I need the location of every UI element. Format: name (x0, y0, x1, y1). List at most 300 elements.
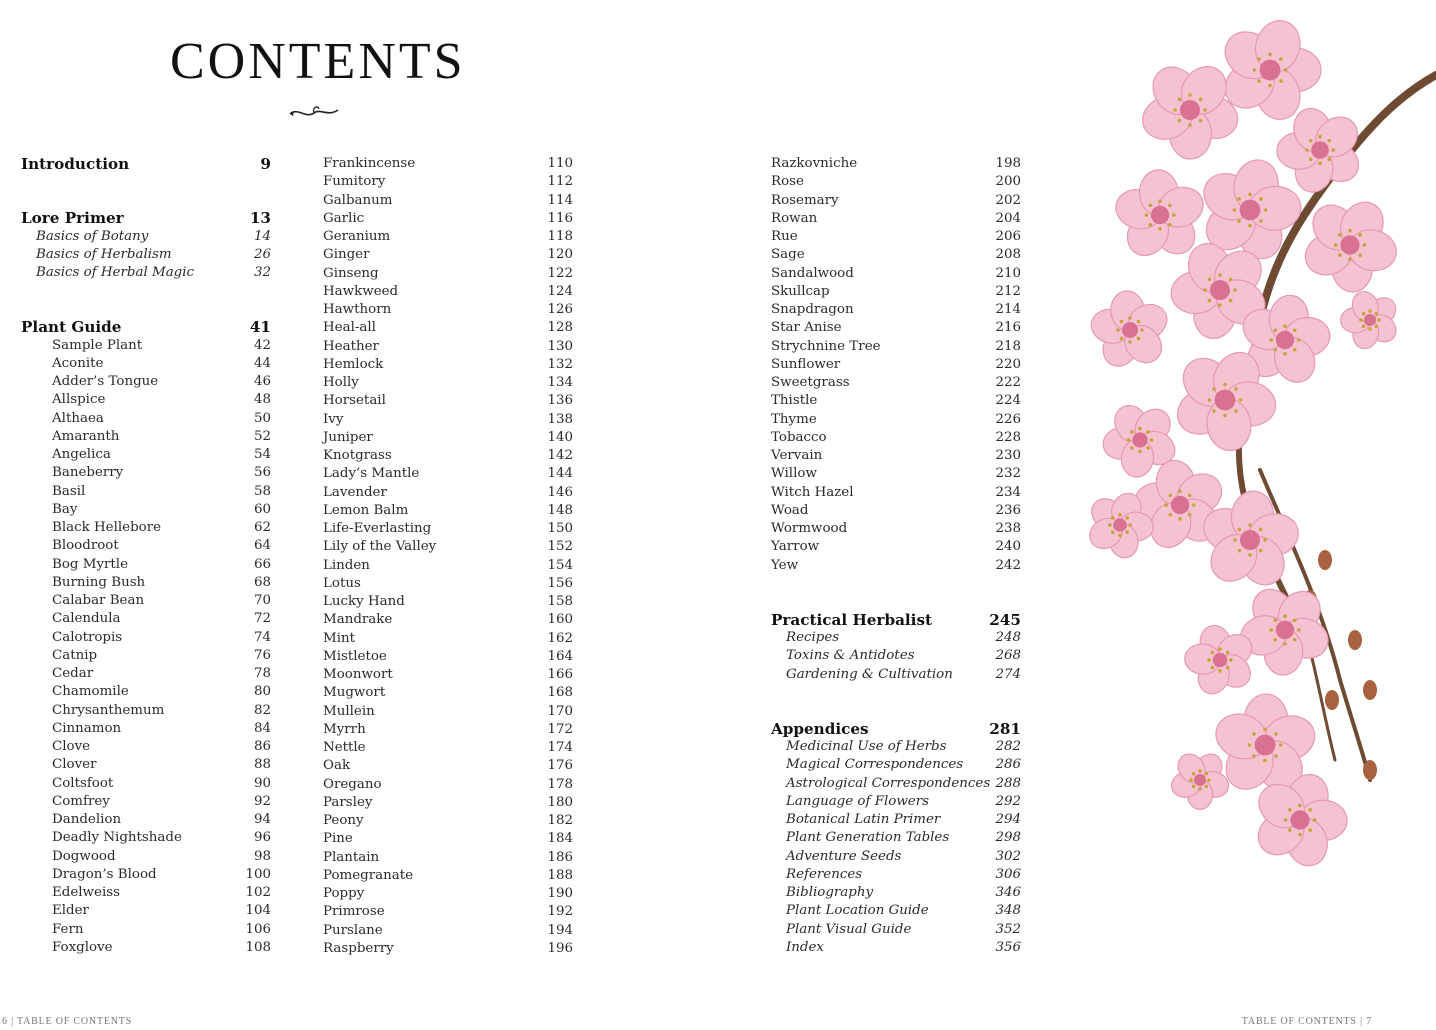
toc-entry-label: Sample Plant (52, 337, 143, 353)
toc-entry-label: Basil (52, 483, 86, 499)
toc-entry-ginger[interactable] (323, 246, 573, 264)
toc-entry-page: 72 (253, 611, 271, 627)
toc-entry-page: 126 (547, 302, 573, 317)
toc-entry-bog-myrtle[interactable] (21, 556, 271, 574)
toc-entry-mistletoe[interactable] (323, 648, 573, 666)
toc-entry-page: 190 (547, 886, 573, 901)
toc-entry-label: Botanical Latin Primer (786, 812, 941, 827)
toc-entry-label: Sweetgrass (771, 375, 850, 390)
toc-entry-lemon-balm[interactable] (323, 502, 573, 520)
toc-column-1 (21, 155, 271, 957)
toc-entry-yarrow[interactable] (771, 538, 1021, 556)
toc-entry-coltsfoot[interactable] (21, 775, 271, 793)
toc-entry-label: Fumitory (323, 174, 386, 190)
toc-entry-thyme[interactable] (771, 411, 1021, 429)
toc-entry-page: 248 (995, 630, 1021, 645)
toc-entry-page: 88 (253, 757, 271, 773)
toc-entry-mandrake[interactable] (323, 611, 573, 629)
toc-entry-label: Mandrake (323, 612, 393, 628)
toc-entry-page: 202 (995, 192, 1021, 208)
toc-entry-page: 48 (253, 392, 271, 408)
toc-entry-page: 216 (995, 320, 1021, 336)
toc-entry-label: Knotgrass (323, 448, 392, 463)
toc-entry-page: 116 (547, 210, 573, 226)
toc-entry-poppy[interactable] (323, 885, 573, 903)
toc-entry-page: 152 (547, 539, 573, 555)
toc-entry-page: 54 (253, 447, 271, 462)
toc-entry-label: Moonwort (323, 667, 393, 682)
toc-entry-botanical-latin-primer[interactable] (771, 811, 1021, 829)
toc-entry-lucky-hand[interactable] (323, 593, 573, 611)
toc-entry-label: Tobacco (771, 429, 827, 445)
toc-entry-label: Plant Guide (21, 318, 122, 337)
toc-entry-page: 106 (245, 921, 271, 937)
toc-entry-catnip[interactable] (21, 647, 271, 665)
toc-entry-oregano[interactable] (323, 776, 573, 794)
toc-entry-althaea[interactable] (21, 410, 271, 428)
toc-entry-label: Parsley (323, 794, 373, 810)
toc-entry-sandalwood[interactable] (771, 265, 1021, 283)
toc-entry-calotropis[interactable] (21, 629, 271, 647)
toc-entry-label: Amaranth (52, 428, 120, 444)
toc-entry-razkovniche[interactable] (771, 155, 1021, 173)
toc-entry-label: Thistle (771, 393, 818, 409)
toc-entry-label: Fern (52, 921, 84, 937)
toc-entry-label: Rose (771, 174, 804, 190)
toc-entry-label: Ginseng (323, 265, 379, 281)
toc-entry-label: Horsetail (323, 393, 386, 409)
toc-entry-peony[interactable] (323, 812, 573, 830)
toc-entry-witch-hazel[interactable] (771, 484, 1021, 502)
toc-entry-page: 208 (995, 247, 1021, 263)
toc-entry-clove[interactable] (21, 738, 271, 756)
toc-entry-label: Witch Hazel (771, 484, 854, 500)
toc-entry-amaranth[interactable] (21, 428, 271, 446)
toc-entry-label: Hawthorn (323, 302, 392, 317)
toc-entry-yew[interactable] (771, 557, 1021, 575)
toc-entry-clover[interactable] (21, 756, 271, 774)
toc-entry-label: Toxins & Antidotes (786, 648, 915, 664)
toc-entry-page: 118 (547, 229, 573, 244)
toc-entry-page: 302 (995, 848, 1021, 864)
toc-entry-label: Basics of Botany (36, 228, 149, 244)
toc-entry-primrose[interactable] (323, 903, 573, 921)
toc-entry-label: Chamomile (52, 684, 129, 700)
toc-entry-page: 348 (995, 903, 1021, 919)
toc-entry-label: Deadly Nightshade (52, 830, 182, 846)
toc-entry-label: Clover (52, 757, 97, 773)
toc-entry-frankincense[interactable] (323, 155, 573, 173)
toc-entry-page: 124 (547, 283, 573, 299)
toc-entry-tobacco[interactable] (771, 429, 1021, 447)
toc-entry-label: Introduction (21, 155, 130, 173)
toc-entry-label: Nettle (323, 740, 366, 755)
toc-entry-page: 234 (995, 484, 1021, 500)
toc-entry-label: Ivy (323, 411, 344, 427)
toc-entry-label: Bay (52, 501, 78, 517)
toc-entry-references[interactable] (771, 866, 1021, 884)
toc-entry-label: Pine (323, 831, 353, 847)
toc-entry-page: 32 (253, 265, 271, 280)
toc-entry-page: 188 (547, 867, 573, 883)
toc-entry-label: Foxglove (52, 939, 113, 955)
toc-entry-cinnamon[interactable] (21, 720, 271, 738)
toc-column-3 (771, 155, 1021, 957)
toc-entry-page: 136 (547, 393, 573, 409)
toc-entry-label: Poppy (323, 886, 365, 901)
toc-entry-plantain[interactable] (323, 849, 573, 867)
toc-entry-page: 282 (995, 739, 1021, 754)
toc-entry-page: 66 (253, 556, 271, 572)
toc-entry-page: 192 (547, 904, 573, 920)
toc-entry-label: Black Hellebore (52, 520, 162, 535)
toc-entry-rue[interactable] (771, 228, 1021, 246)
toc-entry-label: Dragon’s Blood (52, 866, 157, 882)
toc-entry-parsley[interactable] (323, 794, 573, 812)
toc-entry-vervain[interactable] (771, 447, 1021, 465)
toc-entry-page: 206 (995, 229, 1021, 244)
toc-entry-page: 222 (995, 375, 1021, 390)
blossom-flower (1137, 58, 1243, 160)
toc-entry-lotus[interactable] (323, 575, 573, 593)
toc-entry-page: 100 (245, 866, 271, 882)
toc-entry-page: 74 (253, 629, 271, 645)
toc-entry-practical-herbalist[interactable] (771, 611, 1021, 629)
toc-entry-page: 70 (253, 593, 271, 608)
toc-entry-page: 164 (547, 648, 573, 664)
toc-entry-holly[interactable] (323, 374, 573, 392)
toc-entry-label: Edelweiss (52, 885, 120, 900)
toc-entry-page: 180 (547, 794, 573, 810)
toc-entry-label: Myrrh (323, 721, 366, 737)
toc-entry-page: 120 (547, 247, 573, 263)
toc-entry-page: 226 (995, 411, 1021, 427)
toc-entry-knotgrass[interactable] (323, 447, 573, 465)
toc-entry-moonwort[interactable] (323, 666, 573, 684)
toc-entry-edelweiss[interactable] (21, 884, 271, 902)
toc-entry-ginseng[interactable] (323, 265, 573, 283)
toc-entry-label: Practical Herbalist (771, 610, 933, 629)
toc-entry-label: Juniper (323, 429, 373, 445)
toc-column-2 (323, 155, 573, 958)
toc-entry-label: Catnip (52, 647, 98, 663)
toc-entry-baneberry[interactable] (21, 464, 271, 482)
blossom-bud (1318, 550, 1332, 570)
toc-entry-basics-of-herbal-magic[interactable] (21, 264, 271, 282)
toc-entry-chamomile[interactable] (21, 683, 271, 701)
toc-entry-page: 204 (995, 210, 1021, 226)
toc-entry-label: Lotus (323, 575, 361, 591)
toc-entry-thistle[interactable] (771, 392, 1021, 410)
toc-entry-label: Baneberry (52, 465, 124, 481)
toc-entry-label: Calabar Bean (52, 593, 145, 608)
blossom-flower (1250, 769, 1347, 871)
toc-entry-plant-guide[interactable] (21, 318, 271, 336)
toc-entry-label: Sunflower (771, 356, 841, 372)
toc-entry-label: Pomegranate (323, 867, 414, 883)
toc-entry-page: 41 (249, 318, 271, 337)
toc-entry-label: Oregano (323, 776, 382, 792)
toc-entry-rowan[interactable] (771, 210, 1021, 228)
toc-entry-label: Language of Flowers (786, 793, 930, 809)
toc-entry-page: 50 (253, 410, 271, 426)
toc-entry-page: 288 (995, 775, 1021, 791)
toc-entry-magical-correspondences[interactable] (771, 756, 1021, 774)
toc-entry-pine[interactable] (323, 830, 573, 848)
toc-entry-label: Razkovniche (771, 156, 858, 171)
toc-entry-page: 76 (253, 647, 271, 663)
toc-entry-page: 174 (547, 740, 573, 755)
toc-entry-label: References (786, 866, 863, 882)
toc-entry-page: 158 (547, 594, 573, 609)
toc-entry-black-hellebore[interactable] (21, 519, 271, 537)
blossom-bud (1325, 690, 1339, 710)
toc-entry-page: 58 (253, 483, 271, 499)
toc-entry-label: Yew (771, 557, 799, 573)
toc-entry-sample-plant[interactable] (21, 337, 271, 355)
toc-entry-label: Life-Everlasting (323, 521, 432, 536)
toc-entry-strychnine-tree[interactable] (771, 338, 1021, 356)
toc-entry-label: Sage (771, 247, 805, 263)
toc-entry-page: 218 (995, 338, 1021, 354)
toc-entry-page: 144 (547, 466, 573, 482)
toc-entry-label: Althaea (52, 410, 104, 426)
toc-entry-page: 134 (547, 375, 573, 390)
toc-entry-page: 64 (253, 538, 271, 554)
toc-entry-page: 245 (989, 610, 1021, 629)
toc-entry-label: Galbanum (323, 192, 393, 208)
toc-entry-bibliography[interactable] (771, 884, 1021, 902)
toc-entry-foxglove[interactable] (21, 939, 271, 957)
toc-entry-cedar[interactable] (21, 665, 271, 683)
toc-entry-page: 9 (260, 155, 271, 173)
toc-entry-page: 132 (547, 356, 573, 372)
toc-entry-lavender[interactable] (323, 484, 573, 502)
toc-entry-page: 242 (995, 557, 1021, 573)
toc-entry-bay[interactable] (21, 501, 271, 519)
toc-entry-label: Willow (771, 466, 817, 482)
toc-entry-fern[interactable] (21, 921, 271, 939)
toc-entry-page: 150 (547, 521, 573, 536)
toc-entry-rose[interactable] (771, 173, 1021, 191)
toc-entry-recipes[interactable] (771, 629, 1021, 647)
toc-entry-dandelion[interactable] (21, 811, 271, 829)
blossom-flower (1237, 582, 1334, 677)
toc-entry-sweetgrass[interactable] (771, 374, 1021, 392)
toc-entry-sage[interactable] (771, 246, 1021, 264)
toc-entry-hawthorn[interactable] (323, 301, 573, 319)
toc-entry-label: Lady’s Mantle (323, 466, 420, 482)
toc-entry-chrysanthemum[interactable] (21, 702, 271, 720)
toc-entry-plant-location-guide[interactable] (771, 902, 1021, 920)
toc-entry-mullein[interactable] (323, 703, 573, 721)
toc-entry-basics-of-botany[interactable] (21, 228, 271, 246)
toc-entry-label: Frankincense (323, 156, 416, 171)
toc-entry-introduction[interactable] (21, 155, 271, 173)
toc-entry-skullcap[interactable] (771, 283, 1021, 301)
toc-entry-gardening-cultivation[interactable] (771, 666, 1021, 684)
toc-entry-page: 80 (253, 684, 271, 700)
toc-entry-plant-generation-tables[interactable] (771, 829, 1021, 847)
toc-entry-page: 166 (547, 667, 573, 682)
toc-entry-astrological-correspondences[interactable] (771, 775, 1021, 793)
toc-entry-willow[interactable] (771, 465, 1021, 483)
toc-entry-plant-visual-guide[interactable] (771, 921, 1021, 939)
toc-entry-language-of-flowers[interactable] (771, 793, 1021, 811)
toc-entry-star-anise[interactable] (771, 319, 1021, 337)
toc-entry-label: Dandelion (52, 812, 122, 827)
toc-entry-label: Hawkweed (323, 283, 399, 299)
toc-entry-heather[interactable] (323, 338, 573, 356)
toc-entry-page: 176 (547, 758, 573, 774)
toc-entry-page: 230 (995, 448, 1021, 463)
toc-entry-page: 220 (995, 356, 1021, 372)
toc-entry-rosemary[interactable] (771, 192, 1021, 210)
toc-entry-page: 82 (253, 702, 271, 718)
toc-entry-calendula[interactable] (21, 610, 271, 628)
toc-entry-page: 182 (547, 813, 573, 828)
toc-entry-garlic[interactable] (323, 210, 573, 228)
toc-entry-label: Purslane (323, 922, 383, 938)
toc-entry-page: 298 (995, 830, 1021, 846)
toc-entry-life-everlasting[interactable] (323, 520, 573, 538)
toc-entry-page: 128 (547, 320, 573, 336)
toc-entry-horsetail[interactable] (323, 392, 573, 410)
toc-entry-label: Plant Visual Guide (786, 921, 912, 937)
toc-entry-comfrey[interactable] (21, 793, 271, 811)
toc-entry-oak[interactable] (323, 757, 573, 775)
toc-entry-geranium[interactable] (323, 228, 573, 246)
toc-entry-ivy[interactable] (323, 411, 573, 429)
toc-entry-basics-of-herbalism[interactable] (21, 246, 271, 264)
toc-entry-page: 214 (995, 302, 1021, 317)
toc-entry-heal-all[interactable] (323, 319, 573, 337)
toc-entry-label: Rue (771, 229, 798, 244)
toc-entry-mint[interactable] (323, 630, 573, 648)
toc-entry-label: Plant Generation Tables (786, 830, 950, 846)
toc-entry-label: Plantain (323, 849, 380, 865)
toc-entry-page: 60 (253, 501, 271, 517)
toc-entry-label: Lavender (323, 484, 387, 500)
toc-entry-label: Appendices (771, 719, 869, 738)
toc-entry-lore-primer[interactable] (21, 209, 271, 227)
toc-entry-fumitory[interactable] (323, 173, 573, 191)
toc-entry-pomegranate[interactable] (323, 867, 573, 885)
toc-entry-page: 104 (245, 903, 271, 919)
toc-entry-page: 13 (249, 209, 271, 228)
toc-entry-label: Coltsfoot (52, 775, 114, 791)
toc-entry-page: 210 (995, 265, 1021, 281)
toc-entry-label: Medicinal Use of Herbs (786, 739, 947, 754)
toc-entry-label: Raspberry (323, 940, 394, 956)
toc-entry-nettle[interactable] (323, 739, 573, 757)
blossom-flower (1340, 288, 1401, 352)
toc-entry-page: 42 (253, 337, 271, 353)
toc-entry-label: Astrological Correspondences (786, 775, 991, 791)
toc-entry-label: Lore Primer (21, 209, 124, 228)
toc-entry-page: 92 (253, 793, 271, 809)
toc-entry-label: Cedar (52, 666, 94, 681)
toc-entry-label: Hemlock (323, 356, 384, 372)
toc-entry-raspberry[interactable] (323, 940, 573, 958)
blossom-bud (1363, 760, 1377, 780)
toc-entry-angelica[interactable] (21, 446, 271, 464)
toc-entry-medicinal-use-of-herbs[interactable] (771, 738, 1021, 756)
toc-entry-label: Bog Myrtle (52, 556, 128, 572)
toc-entry-myrrh[interactable] (323, 721, 573, 739)
toc-entry-deadly-nightshade[interactable] (21, 829, 271, 847)
toc-entry-galbanum[interactable] (323, 192, 573, 210)
toc-entry-label: Plant Location Guide (786, 903, 929, 919)
toc-entry-burning-bush[interactable] (21, 574, 271, 592)
toc-entry-label: Gardening & Cultivation (786, 666, 953, 682)
toc-entry-label: Lily of the Valley (323, 539, 437, 555)
toc-entry-page: 346 (995, 885, 1021, 900)
toc-entry-label: Angelica (52, 447, 111, 462)
blossom-flower (1168, 749, 1232, 810)
toc-entry-page: 186 (547, 849, 573, 865)
toc-entry-sunflower[interactable] (771, 356, 1021, 374)
toc-entry-label: Thyme (771, 411, 817, 427)
toc-entry-label: Linden (323, 557, 370, 573)
toc-entry-page: 286 (995, 757, 1021, 773)
toc-entry-wormwood[interactable] (771, 520, 1021, 538)
toc-entry-lily-of-the-valley[interactable] (323, 538, 573, 556)
toc-entry-purslane[interactable] (323, 922, 573, 940)
toc-entry-label: Cinnamon (52, 720, 122, 736)
toc-entry-basil[interactable] (21, 483, 271, 501)
toc-entry-linden[interactable] (323, 557, 573, 575)
toc-entry-label: Chrysanthemum (52, 702, 165, 718)
toc-entry-dragon-s-blood[interactable] (21, 866, 271, 884)
toc-entry-adder-s-tongue[interactable] (21, 373, 271, 391)
toc-entry-label: Clove (52, 739, 91, 754)
toc-entry-lady-s-mantle[interactable] (323, 465, 573, 483)
toc-entry-page: 90 (253, 775, 271, 791)
toc-entry-adventure-seeds[interactable] (771, 848, 1021, 866)
toc-entry-allspice[interactable] (21, 391, 271, 409)
toc-entry-appendices[interactable] (771, 720, 1021, 738)
toc-entry-calabar-bean[interactable] (21, 592, 271, 610)
cherry-blossom-branch-icon (1070, 0, 1436, 905)
toc-entry-label: Rowan (771, 210, 818, 226)
toc-entry-bloodroot[interactable] (21, 537, 271, 555)
toc-entry-juniper[interactable] (323, 429, 573, 447)
toc-entry-elder[interactable] (21, 902, 271, 920)
toc-entry-label: Heather (323, 338, 379, 354)
toc-entry-label: Heal-all (323, 320, 376, 336)
toc-entry-page: 170 (547, 703, 573, 719)
toc-entry-page: 14 (253, 228, 271, 244)
toc-entry-hemlock[interactable] (323, 356, 573, 374)
toc-entry-label: Magical Correspondences (786, 757, 964, 773)
toc-entry-index[interactable] (771, 939, 1021, 957)
toc-entry-label: Bloodroot (52, 538, 119, 554)
toc-entry-page: 306 (995, 866, 1021, 882)
toc-entry-snapdragon[interactable] (771, 301, 1021, 319)
toc-entry-label: Primrose (323, 904, 385, 920)
toc-entry-mugwort[interactable] (323, 684, 573, 702)
toc-entry-dogwood[interactable] (21, 848, 271, 866)
toc-entry-page: 112 (547, 174, 573, 190)
toc-entry-woad[interactable] (771, 502, 1021, 520)
toc-entry-toxins-antidotes[interactable] (771, 647, 1021, 665)
toc-entry-hawkweed[interactable] (323, 283, 573, 301)
toc-entry-label: Allspice (52, 392, 106, 408)
toc-entry-label: Burning Bush (52, 574, 146, 590)
toc-entry-aconite[interactable] (21, 355, 271, 373)
toc-entry-label: Yarrow (771, 539, 820, 555)
